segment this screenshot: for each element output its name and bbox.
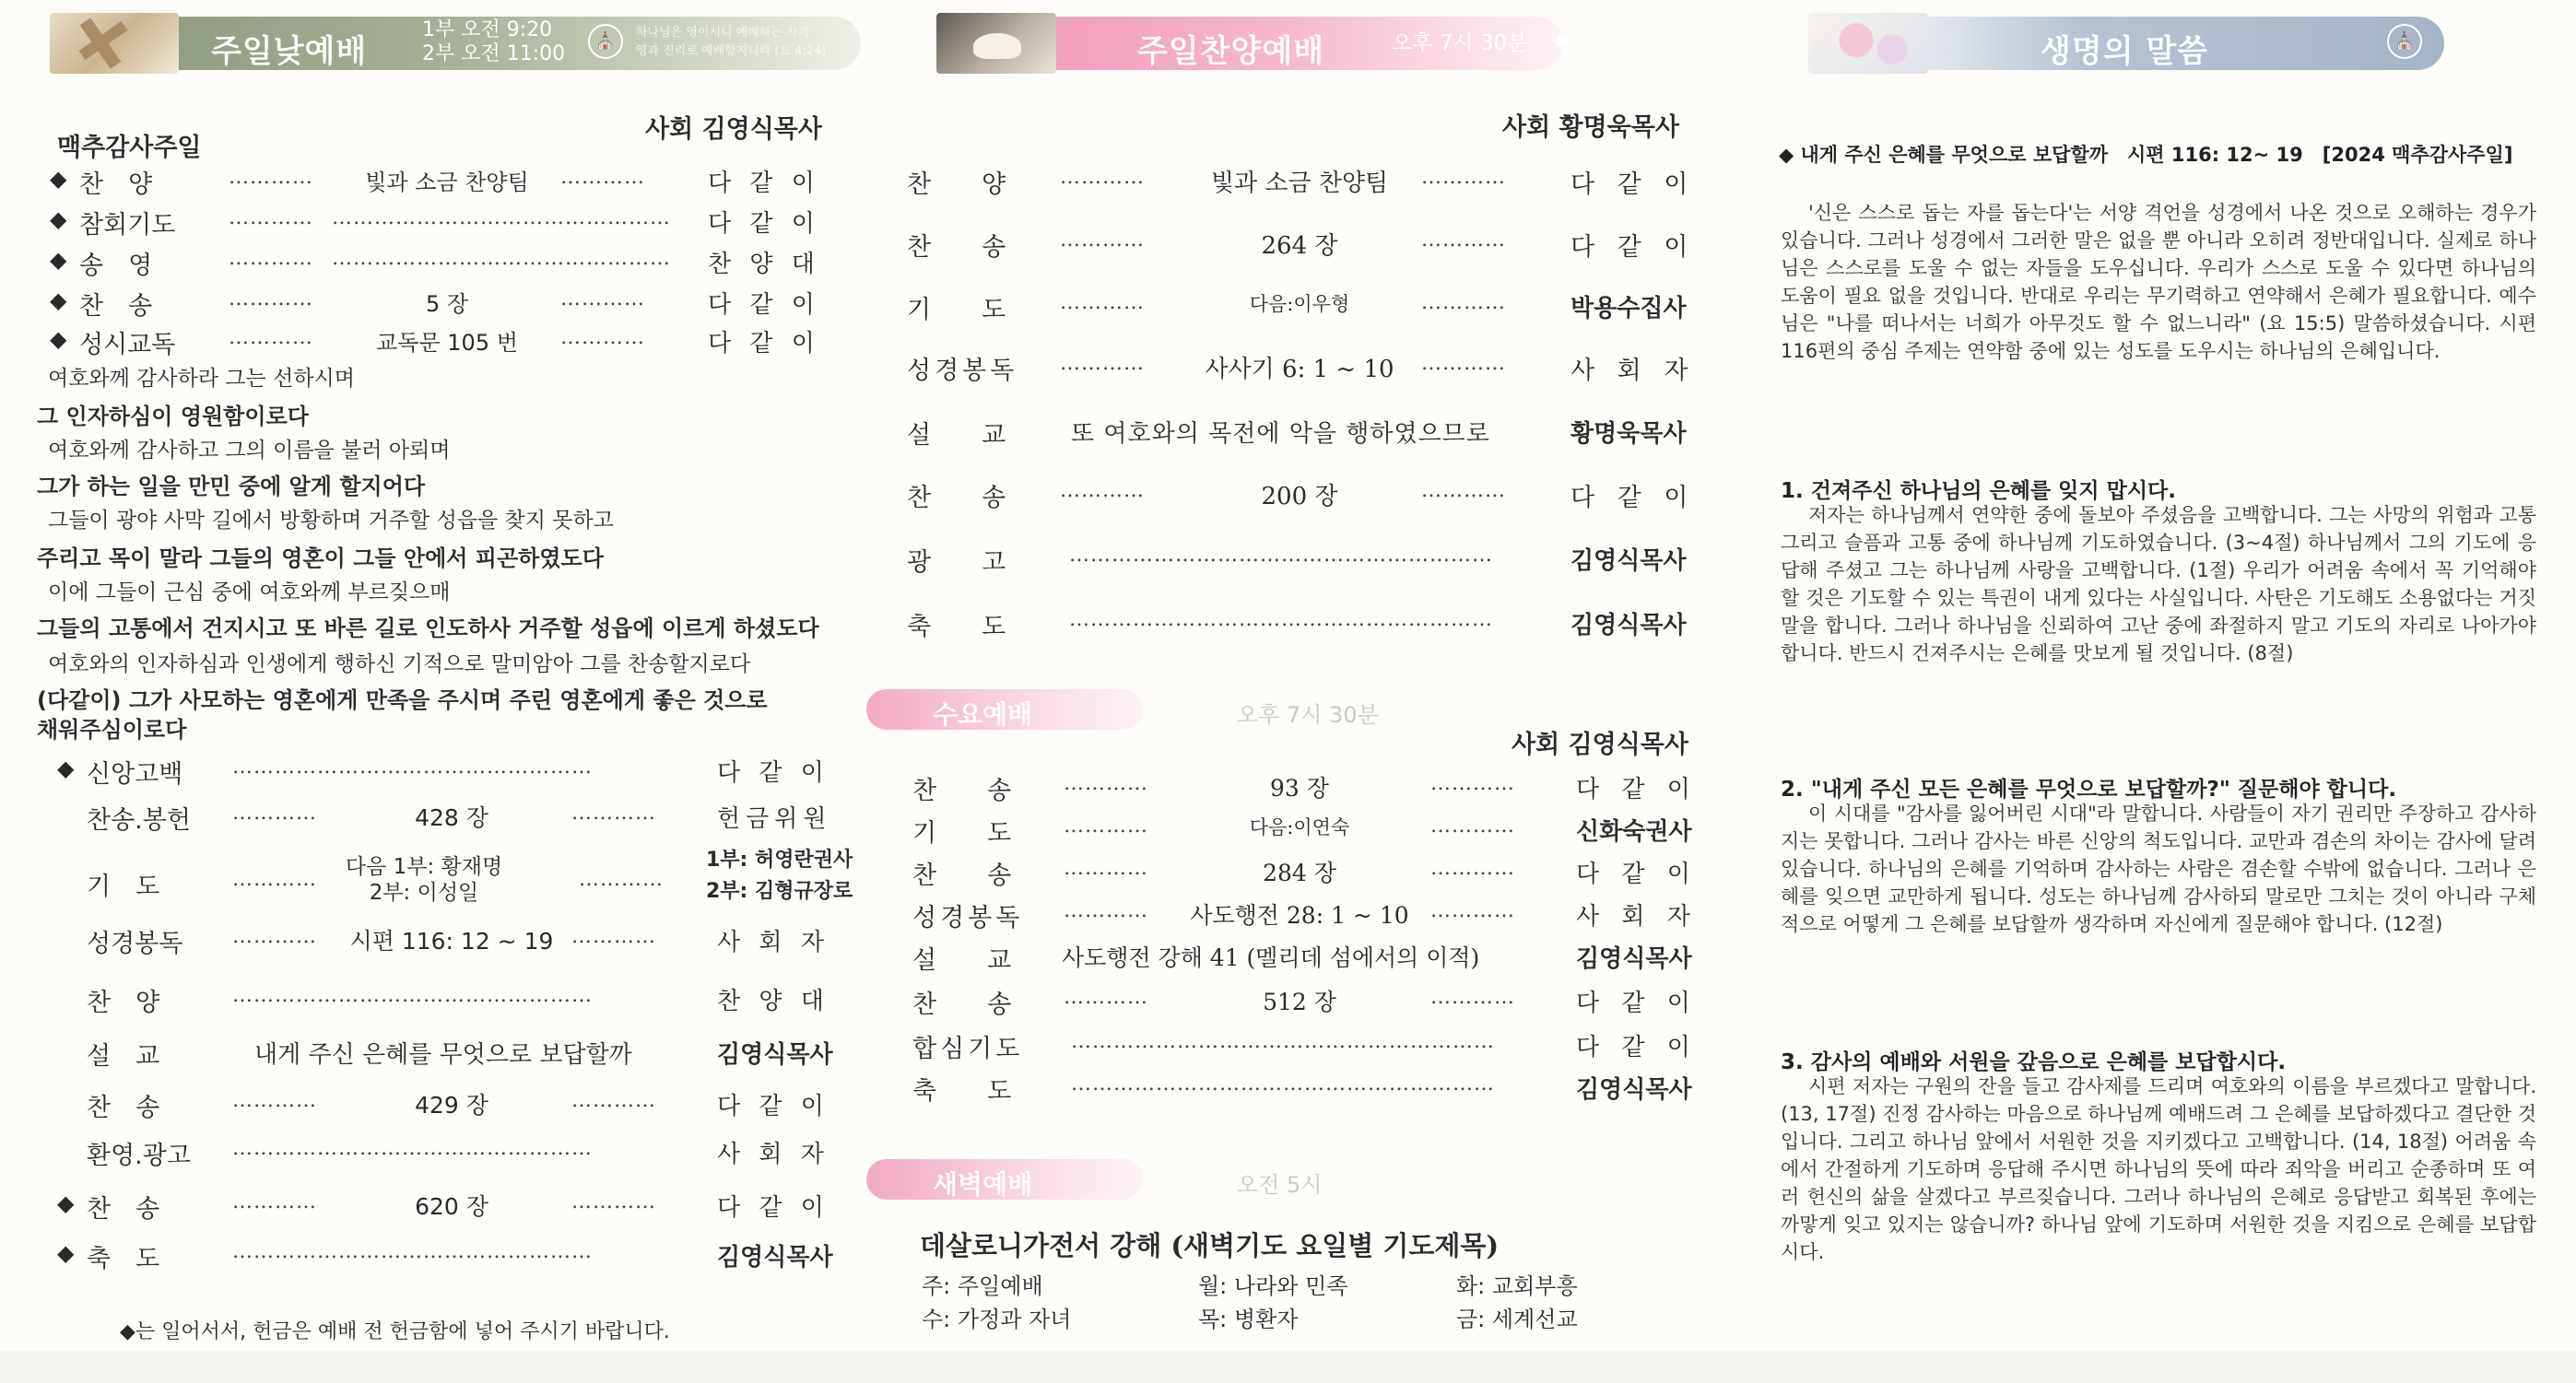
order-leader: 김영식목사 — [717, 1041, 833, 1069]
order-content: 사사기 6: 1 ~ 10 — [1205, 356, 1394, 383]
leader-dots: ………… — [232, 1089, 317, 1112]
order-content: 264 장 — [1261, 232, 1338, 260]
order-leader: 사 회 자 — [1576, 903, 1698, 931]
leader-dots: ………………………………………… — [332, 247, 671, 270]
order-content: 512 장 — [1263, 989, 1336, 1015]
order-leader: 찬 양 대 — [708, 251, 820, 278]
order-leader: 1부: 허영란권사 — [706, 849, 853, 872]
order-leader: 다 같 이 — [717, 1194, 829, 1222]
dawn-worship-pill — [866, 1159, 1143, 1200]
prayer-topic: 월: 나라와 민족 — [1198, 1273, 1348, 1299]
order-item: 설 교 — [87, 1042, 160, 1071]
order-content: 다음 1부: 황재명 — [345, 855, 503, 879]
leader-dots: ………… — [232, 868, 317, 891]
responsive-line: 그들이 광야 사막 길에서 방황하며 거주할 성읍을 찾지 못하고 — [48, 509, 614, 533]
order-item: 축 도 — [912, 1077, 1025, 1106]
order-leader: 다 같 이 — [1570, 484, 1696, 512]
order-item: 찬 송 — [87, 1195, 160, 1224]
sparkle-icon: ✦ — [1548, 26, 1572, 58]
leader-dots: ………… — [1060, 291, 1145, 314]
service-time-1: 1부 오전 9:20 — [422, 18, 553, 41]
diamond-icon: ◆ — [50, 206, 67, 232]
order-item: 설 교 — [912, 946, 1025, 975]
leader-dots: …………………………………………………… — [1069, 608, 1493, 631]
leader-dots: ………… — [232, 925, 317, 948]
order-leader: 다 같 이 — [1576, 861, 1698, 888]
prayer-topic: 주: 주일예배 — [922, 1273, 1043, 1299]
leader-dots: …………………………………………………… — [1069, 544, 1493, 567]
leader-dots: …………………………………………… — [232, 1240, 593, 1263]
order-item: 참회기도 — [79, 211, 176, 240]
order-item: 성경봉독 — [912, 904, 1024, 932]
responsive-line: 여호와의 인자하심과 인생에게 행하신 기적으로 말미암아 그를 찬송할지로다 — [48, 652, 751, 676]
order-leader: 다 같 이 — [708, 170, 820, 197]
order-content: 429 장 — [415, 1092, 488, 1119]
order-leader: 2부: 김형규장로 — [706, 880, 853, 903]
responsive-line: 여호와께 감사하라 그는 선하시며 — [48, 367, 355, 391]
church-icon: ⛪ — [588, 24, 623, 59]
order-leader: 김영식목사 — [1576, 1076, 1692, 1104]
order-leader: 다 같 이 — [1570, 170, 1696, 199]
presider: 사회 김영식목사 — [1511, 731, 1688, 759]
order-leader: 황명욱목사 — [1570, 420, 1687, 448]
leader-dots: ………… — [1060, 166, 1145, 189]
sunday-worship-column — [0, 0, 866, 1383]
responsive-line: 여호와께 감사하고 그의 이름을 불러 아뢰며 — [48, 439, 451, 463]
dawn-time: 오전 5시 — [1237, 1172, 1323, 1198]
leader-dots: ………… — [1060, 229, 1145, 252]
banner-verse-2: 영과 진리로 예배할지니라 (요 4:24) — [636, 44, 827, 58]
diamond-icon: ◆ — [57, 756, 75, 781]
occasion-title: 맥추감사주일 — [57, 134, 202, 162]
leader-dots: ………… — [232, 1190, 317, 1213]
order-item: 성경봉독 — [907, 357, 1018, 385]
order-leader: 다 같 이 — [1576, 990, 1698, 1017]
order-content: 시편 116: 12 ~ 19 — [349, 928, 554, 955]
presider: 사회 김영식목사 — [645, 115, 822, 144]
prayer-topic: 금: 세계선교 — [1456, 1307, 1578, 1332]
order-item: 송 영 — [79, 252, 153, 280]
leader-dots: ………… — [229, 247, 313, 270]
prayer-topic: 수: 가정과 자녀 — [922, 1307, 1072, 1332]
order-item: 찬 송 — [912, 861, 1025, 890]
order-leader: 다 같 이 — [717, 1093, 829, 1120]
responsive-line: 그들의 고통에서 건지시고 또 바른 길로 인도하사 거주할 성읍에 이르게 하셨도다 — [37, 615, 819, 641]
leader-dots: ………… — [1421, 352, 1506, 375]
leader-dots: ………… — [1430, 857, 1515, 880]
order-leader: 다 같 이 — [708, 291, 820, 319]
order-leader: 다 같 이 — [1576, 1034, 1698, 1061]
order-content: 다음:이연숙 — [1249, 816, 1350, 838]
order-leader: 사 회 자 — [717, 1141, 829, 1168]
footnote: ◆는 일어서서, 헌금은 예배 전 헌금함에 넣어 주시기 바랍니다. — [120, 1320, 670, 1343]
praise-worship-banner — [936, 13, 1747, 74]
leader-dots: ………… — [1430, 986, 1515, 1009]
flowers-photo — [1808, 13, 1928, 74]
service-time: 오후 7시 30분 — [1392, 31, 1528, 55]
order-item: 광 고 — [907, 548, 1019, 577]
order-content: 428 장 — [415, 804, 488, 831]
leader-dots: ………… — [579, 868, 664, 891]
leader-dots: ………… — [1421, 291, 1506, 314]
order-leader: 다 같 이 — [1576, 776, 1698, 803]
leader-dots: ………… — [571, 1190, 656, 1213]
leader-dots: ………… — [1060, 479, 1145, 502]
point-3-title: 3. 감사의 예배와 서원을 갚음으로 은혜를 보답합시다. — [1781, 1050, 2287, 1074]
responsive-line: 그 인자하심이 영원함이로다 — [37, 404, 309, 429]
prayer-topic: 목: 병환자 — [1198, 1307, 1299, 1332]
order-item: 성경봉독 — [87, 930, 183, 958]
leader-dots: ………… — [1064, 815, 1148, 838]
leader-dots: ………… — [229, 326, 313, 349]
responsive-line: 주리고 목이 말라 그들의 영혼이 그들 안에서 피곤하였도다 — [37, 545, 604, 571]
leader-dots: ………… — [571, 925, 656, 948]
leader-dots: …………………………………………… — [232, 1137, 593, 1160]
order-item: 찬 송 — [912, 990, 1025, 1019]
leader-dots: ………… — [1064, 899, 1148, 922]
dawn-heading: 데살로니가전서 강해 (새벽기도 요일별 기도제목) — [920, 1230, 1500, 1261]
order-leader: 김영식목사 — [717, 1244, 833, 1272]
order-item: 기 도 — [912, 819, 1025, 848]
diamond-icon: ◆ — [50, 166, 67, 192]
banner-title: 생명의 말씀 — [2041, 33, 2209, 70]
leader-dots: ………… — [1430, 815, 1515, 838]
cross-photo — [50, 13, 179, 74]
evening-worship-column — [866, 0, 1742, 1383]
responsive-line: 이에 그들이 근심 중에 여호와께 부르짖으매 — [48, 580, 451, 604]
point-2-title: 2. "내게 주신 모든 은혜를 무엇으로 보답할까?" 질문해야 합니다. — [1781, 778, 2397, 802]
order-item: 기 도 — [907, 296, 1019, 324]
order-item: 축 도 — [87, 1245, 160, 1273]
responsive-line: 그가 하는 일을 만민 중에 알게 할지어다 — [37, 474, 426, 499]
leader-dots: …………………………………………… — [232, 756, 593, 779]
leader-dots: ………… — [1064, 857, 1148, 880]
order-content: 620 장 — [415, 1193, 488, 1220]
order-item: 찬 송 — [907, 233, 1019, 262]
pill-title: 새벽예배 — [933, 1169, 1033, 1200]
prayer-topic: 화: 교회부흥 — [1456, 1273, 1578, 1299]
banner-title: 주일찬양예배 — [1137, 33, 1325, 70]
order-item: 합심기도 — [912, 1035, 1024, 1063]
leader-dots: …………………………………………………… — [1071, 1030, 1495, 1053]
point-1-body: 저자는 하나님께서 연약한 중에 돌보아 주셨음을 고백합니다. 그는 사망의 위험과 고통 그리고 슬픔과 고통 중에 하나님께 기도하였습니다. (3~4절) 하나님께서 그의 기도에 응답해 주셨고 그는 하나님께 사랑을 고백합니다. (1절) 우리가 어려움 속에서 꼭 기억해야 할 것은 기도할 수 있는 특권이 내게 있다는 사실입니다. 사탄은 기도해도 소용없다는 거짓말을 합니다. 그러나 하나님을 신뢰하여 고난 중에 좌절하지 말고 기도의 자리로 나아가야 합니다. 반드시 건져주시는 은혜를 맛보게 될 것입니다. (8절) — [1781, 504, 2536, 664]
pill-title: 수요예배 — [933, 699, 1033, 730]
leader-dots: …………………………………………………… — [1071, 1072, 1495, 1096]
leader-dots: ………… — [571, 802, 656, 825]
leader-dots: ………… — [1430, 899, 1515, 922]
leader-dots: ………………………………………… — [332, 206, 671, 229]
order-item: 찬 양 — [87, 989, 160, 1017]
diamond-icon: ◆ — [57, 1240, 75, 1266]
leader-dots: ………… — [1421, 229, 1506, 252]
leader-dots: …………………………………………… — [232, 984, 593, 1007]
order-content: 빛과 소금 찬양팀 — [365, 170, 529, 195]
leader-dots: ………… — [229, 287, 313, 311]
diamond-icon: ◆ — [50, 247, 67, 273]
order-item: 기 도 — [87, 873, 160, 901]
order-item: 찬 송 — [79, 292, 153, 321]
order-item: 찬 송 — [907, 484, 1019, 512]
order-item: 성시교독 — [79, 331, 176, 359]
church-icon: ⛪ — [2387, 24, 2422, 59]
order-leader: 박용수집사 — [1570, 295, 1687, 322]
diamond-icon: ◆ — [57, 1190, 75, 1216]
order-leader: 다 같 이 — [1570, 233, 1696, 262]
order-leader: 김영식목사 — [1570, 547, 1687, 575]
word-of-life-banner — [1808, 13, 2575, 74]
order-leader: 사 회 자 — [717, 929, 829, 956]
leader-dots: ………… — [1421, 166, 1506, 189]
order-item: 찬송.봉헌 — [87, 806, 191, 835]
responsive-line: (다같이) 그가 사모하는 영혼에게 만족을 주시며 주린 영혼에게 좋은 것으로 — [37, 687, 768, 713]
sunday-worship-banner — [50, 13, 861, 74]
point-3-body: 시편 저자는 구원의 잔을 들고 감사제를 드리며 여호와의 이름을 부르겠다고 말합니다. (13, 17절) 진정 감사하는 마음으로 하나님께 예배드려 그 은혜를 보답하겠다고 결단한 것입니다. 그리고 하나님 앞에서 서원한 것을 지키겠다고 고백합니다. (14, 18절) 어려움 속에서 간절하게 기도하며 응답해 주시면 하나님의 뜻에 따라 죄악을 버리고 순종하며 또 여러 헌신의 삶을 살겠다고 부르짖습니다. 그러나 하나님의 은혜로 응답받고 회복된 후에는 까맣게 잊고 있지는 않습니까? 하나님 앞에 기도하며 서원한 것을 지킴으로 은혜를 보답합시다. — [1781, 1075, 2536, 1263]
order-content: 다음:이우형 — [1249, 293, 1350, 315]
order-content: 사도행전 강해 41 (멜리데 섬에서의 이적) — [1062, 944, 1480, 971]
sermon-intro: '신은 스스로 돕는 자를 돕는다'는 서양 격언을 성경에서 나온 것으로 오해하는 경우가 있습니다. 그러나 성경에서 그러한 말은 없을 뿐 아니라 오히려 정반대입니다. 실제로 하나님은 스스로를 도울 수 없는 자들을 도우십니다. 우리가 스스로 도울 수 있다면 하나님의 도움이 필요 없을 것입니다. 반대로 우리는 무기력하고 연약해서 은혜가 필요합니다. 예수님은 "나를 떠나서는 너희가 아무것도 할 수 없느니라" (요 15:5) 말씀하셨습니다. 시편 116편의 중심 주제는 연약함 중에 있는 성도를 도우시는 하나님의 은혜입니다. — [1781, 202, 2536, 362]
order-content: 284 장 — [1263, 860, 1336, 886]
point-1-title: 1. 건져주신 하나님의 은혜를 잊지 맙시다. — [1781, 479, 2177, 503]
diamond-icon: ◆ — [50, 287, 67, 313]
banner-title: 주일낮예배 — [211, 33, 368, 70]
leader-dots: ………… — [1060, 352, 1145, 375]
order-leader: 신화숙권사 — [1576, 818, 1692, 846]
leader-dots: ………… — [1064, 986, 1148, 1009]
leader-dots: ………… — [229, 206, 313, 229]
leader-dots: ………… — [229, 166, 313, 189]
leader-dots: ………… — [1421, 479, 1506, 502]
order-item: 찬 양 — [79, 170, 153, 199]
leader-dots: ………… — [1064, 772, 1148, 795]
order-leader: 다 같 이 — [708, 330, 820, 357]
order-content: 200 장 — [1261, 483, 1338, 510]
leader-dots: ………… — [232, 802, 317, 825]
leader-dots: ………… — [560, 287, 645, 311]
order-content: 93 장 — [1270, 775, 1329, 802]
wednesday-worship-pill — [866, 689, 1143, 730]
order-item: 찬 양 — [907, 170, 1019, 199]
order-leader: 사 회 자 — [1570, 357, 1696, 385]
order-leader: 찬 양 대 — [717, 988, 829, 1015]
order-item: 설 교 — [907, 421, 1019, 450]
banner-verse-1: 하나님은 영이시니 예배하는 자가 — [636, 26, 810, 40]
order-content: 내게 주신 은혜를 무엇으로 보답할까 — [254, 1041, 632, 1069]
service-time-2: 2부 오전 11:00 — [422, 42, 566, 65]
praying-hands-photo — [936, 13, 1056, 74]
order-content: 5 장 — [425, 291, 469, 317]
point-2-body: 이 시대를 "감사를 잃어버린 시대"라 말합니다. 사람들이 자기 권리만 주장하고 감사하지는 못합니다. 그러나 감사는 바른 신앙의 척도입니다. 교만과 겸손의 차이는 감사에 달려있습니다. 하나님의 은혜를 기억하며 감사하는 사람은 겸손할 수밖에 없습니다. 그러나 은혜를 잊으면 교만하게 됩니다. 성도는 하나님께 감사하되 말로만 그치는 것이 아니라 구체적으로 어떻게 그 은혜를 보답할까 생각하며 자신에게 질문해야 합니다. (12절) — [1781, 803, 2536, 935]
presider: 사회 황명욱목사 — [1502, 113, 1679, 142]
wednesday-time: 오후 7시 30분 — [1237, 702, 1379, 728]
order-content: 교독문 105 번 — [376, 330, 518, 356]
order-content: 빛과 소금 찬양팀 — [1210, 170, 1389, 197]
leader-dots: ………… — [1430, 772, 1515, 795]
leader-dots: ………… — [560, 166, 645, 189]
order-item: 신앙고백 — [87, 760, 183, 789]
order-item: 환영.광고 — [87, 1142, 191, 1170]
order-leader: 헌금위원 — [717, 805, 832, 833]
order-leader: 김영식목사 — [1570, 612, 1687, 639]
bottom-strip — [0, 1351, 2576, 1383]
order-item: 축 도 — [907, 613, 1019, 641]
order-content: 사도행전 28: 1 ~ 10 — [1190, 902, 1409, 929]
order-content: 또 여호와의 목전에 악을 행하였으므로 — [1071, 420, 1490, 448]
order-item: 찬 송 — [912, 777, 1025, 805]
word-of-life-column — [1742, 0, 2576, 1383]
order-item: 찬 송 — [87, 1094, 160, 1122]
leader-dots: ………… — [571, 1089, 656, 1112]
order-content: 2부: 이성일 — [369, 881, 479, 905]
order-leader: 다 같 이 — [717, 759, 829, 787]
diamond-icon: ◆ — [50, 326, 67, 352]
responsive-line: 채워주심이로다 — [37, 717, 187, 743]
order-leader: 다 같 이 — [708, 210, 820, 238]
sermon-heading: ◆ 내게 주신 은혜를 무엇으로 보답할까 시편 116: 12~ 19 [2024 맥추감사주일] — [1779, 144, 2513, 166]
leader-dots: ………… — [560, 326, 645, 349]
order-leader: 김영식목사 — [1576, 945, 1692, 973]
